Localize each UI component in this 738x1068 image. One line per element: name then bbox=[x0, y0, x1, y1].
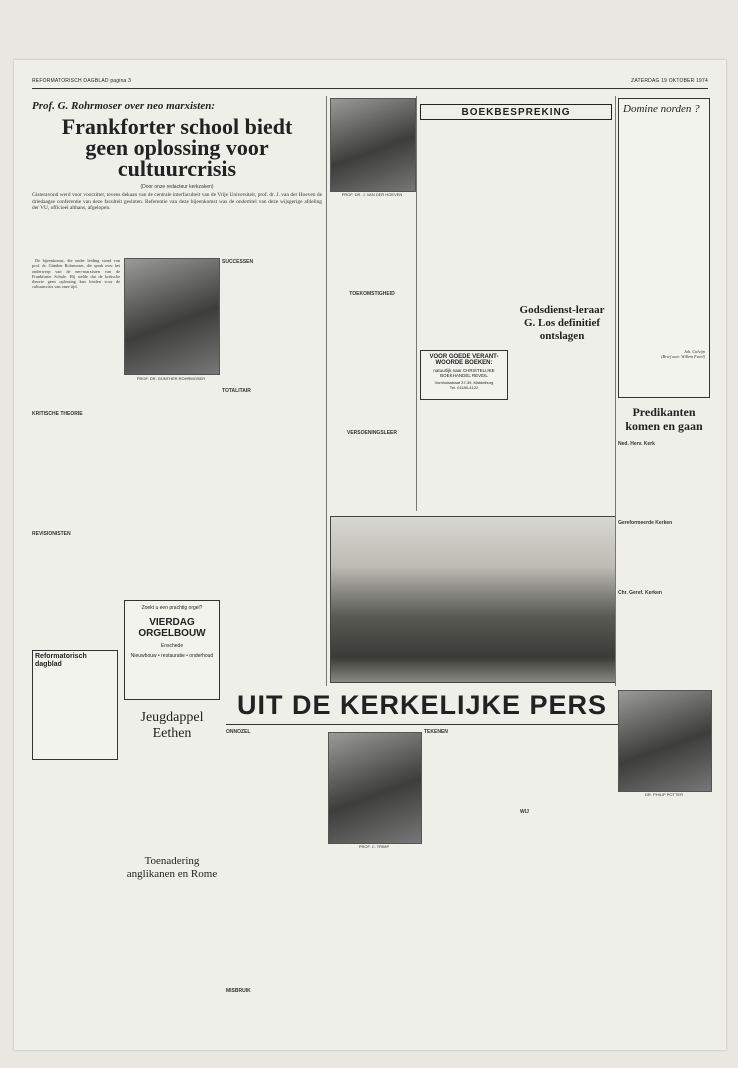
potter-photo bbox=[618, 690, 712, 792]
column-author: Joh. Calvijn bbox=[683, 349, 705, 354]
pers-col-5 bbox=[618, 800, 710, 1028]
header-right: ZATERDAG 19 OKTOBER 1974 bbox=[631, 78, 708, 84]
predikanten-title: Predikanten komen en gaan bbox=[625, 405, 703, 433]
potter-caption: DR. PHILIP POTTER bbox=[645, 792, 683, 797]
column-body bbox=[623, 119, 705, 349]
newspaper-page bbox=[14, 60, 726, 1050]
van-der-hoeven-caption: PROF. DR. J. VAN DER HOEVEN bbox=[341, 192, 403, 197]
jeugdappel-title: Jeugdappel Eethen bbox=[140, 710, 204, 741]
pers-tekenen: TEKENEN bbox=[424, 729, 448, 735]
group-herv: Ned. Herv. Kerk bbox=[618, 441, 655, 447]
lead-article-kicker: Prof. G. Rohrmoser over neo marxisten: bbox=[32, 100, 216, 112]
reveil-line-6: Tel. 01180-4122 bbox=[449, 385, 479, 390]
los-body bbox=[514, 356, 610, 506]
reveil-line-3: natuurlijk naar CHRISTELIJKE bbox=[433, 368, 495, 373]
rohrmoser-caption: PROF. DR. GÜNTHER ROHRMOSER bbox=[136, 376, 206, 381]
lead-article-title bbox=[32, 116, 322, 179]
pers-col-4 bbox=[520, 728, 614, 1028]
kerkelijke-pers-title: UIT DE KERKELIJKE PERS bbox=[236, 689, 608, 720]
los-title: Godsdienst-leraar G. Los definitief ontslagen bbox=[519, 304, 605, 342]
reveil-line-4: BOEKHANDEL REVEIL bbox=[440, 373, 488, 378]
reveil-line-5: Vomhuisstraat 37-39, Middelburg bbox=[434, 380, 494, 385]
vierdag-line-1: Zoekt u een prachtig orgel? bbox=[141, 605, 203, 611]
header-rule bbox=[32, 88, 708, 89]
title-line-2: geen oplossing voor bbox=[85, 135, 269, 160]
column-source: (Brief aan: Willem Farel) bbox=[661, 354, 705, 360]
section-kritische-theorie: KRITISCHE THEORIE bbox=[32, 411, 83, 417]
vierdag-line-2: VIERDAG ORGELBOUW bbox=[138, 617, 206, 639]
column-divider-1 bbox=[326, 96, 327, 686]
rohrmoser-photo bbox=[124, 258, 220, 375]
page-header bbox=[32, 78, 708, 84]
trimp-caption: PROF. C. TRIMP bbox=[358, 844, 390, 849]
boek-col-1 bbox=[420, 122, 510, 322]
lead-col-1c bbox=[32, 530, 120, 650]
vierdag-ad bbox=[124, 600, 220, 700]
section-successen: SUCCESSEN bbox=[222, 259, 254, 265]
pers-wij: WIJ bbox=[520, 809, 529, 815]
section-revisionisten: REVISIONISTEN bbox=[32, 531, 71, 537]
group-chr-geref: Chr. Geref. Kerken bbox=[618, 589, 662, 596]
boek-col-2 bbox=[514, 122, 610, 302]
reveil-line-2: WOORDE BOEKEN: bbox=[435, 360, 493, 366]
lead-col-1b bbox=[32, 410, 120, 530]
lead-intro: Gisteravond werd voor voorzitter, tevens dekaan van de centrale interfaculteit van de Vrije Universiteit, prof. dr. J. van der Hoeven de driedaagse conferentie van deze faculteit gesloten. Referentie van deze bijeenkomst was de ondertitel van deze wijsgerige afdeling der VU, officieel althans, afgelopen. bbox=[32, 192, 322, 212]
lead-col-1d bbox=[32, 765, 120, 1030]
group-geref: Gereformeerde Kerken bbox=[618, 520, 673, 527]
title-line-3: cultuurcrisis bbox=[117, 156, 237, 181]
lead-col-1 bbox=[32, 258, 120, 408]
column-title: Domine norden ? bbox=[623, 103, 700, 115]
pers-col-1 bbox=[226, 728, 324, 1028]
jeugdappel-body bbox=[124, 750, 220, 850]
lead-col-2 bbox=[124, 390, 218, 590]
pers-col-3 bbox=[424, 728, 516, 1028]
van-der-hoeven-photo bbox=[330, 98, 416, 192]
pers-onnozel: ONNOZEL bbox=[226, 729, 251, 735]
trimp-photo bbox=[328, 732, 422, 844]
column-box bbox=[618, 98, 710, 398]
colophon-title: Reformatorisch dagblad bbox=[35, 653, 87, 668]
lead-body: De bijeenkomst, die onder leiding stond van prof. dr. Günther Rohrmoser, die sprak over het onderwerp van de neo-marxisten van de Frankfurter Schule. Hij stelde dat de kritische theorie geen oplossing kan bieden voor de cultuurcrisis van onze tijd. bbox=[32, 258, 120, 290]
title-line-1: Frankforter school biedt bbox=[61, 114, 293, 139]
toenadering-title: Toenadering anglikanen en Rome bbox=[126, 855, 218, 880]
toenadering-body bbox=[124, 898, 220, 1028]
column-divider-3 bbox=[615, 96, 616, 686]
vierdag-line-4: Nieuwbouw • restauratie • onderhoud bbox=[130, 653, 214, 659]
vierdag-line-3: Enschede bbox=[160, 643, 184, 649]
pers-rule bbox=[226, 724, 618, 725]
reveil-ad bbox=[420, 350, 508, 400]
section-versoeningsleer: VERSOENINGSLEER bbox=[346, 430, 397, 437]
lead-byline: (Door onze redacteur kerkzaken) bbox=[140, 184, 214, 190]
misbruik-title: MISBRUIK bbox=[226, 988, 251, 995]
lead-col-3 bbox=[222, 258, 322, 618]
column-divider-2 bbox=[416, 96, 417, 511]
pers-col-2 bbox=[328, 852, 420, 1028]
colophon-box bbox=[32, 650, 118, 760]
section-toekomstigheid: TOEKOMSTIGHEID bbox=[349, 291, 395, 297]
header-left: REFORMATORISCH DAGBLAD pagina 3 bbox=[32, 78, 132, 84]
section-totalitair: TOTALITAIR bbox=[222, 388, 251, 395]
predikanten-body bbox=[618, 440, 710, 670]
reveil-line-1: VOOR GOEDE VERANT- bbox=[429, 354, 499, 360]
boekbespreking-banner: BOEKBESPREKING bbox=[420, 104, 612, 120]
building-photo bbox=[330, 516, 616, 683]
